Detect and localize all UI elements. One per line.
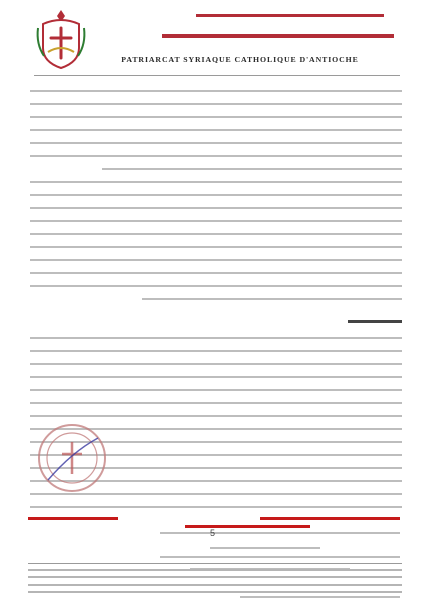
page-number: 5 [209, 528, 215, 538]
closing-line-1 [260, 517, 400, 520]
footer-divider [28, 563, 402, 564]
footer-address-line [28, 569, 402, 571]
date-line [160, 556, 400, 558]
footer-contact-line [28, 591, 402, 593]
letterhead-latin-name: PATRIARCAT SYRIAQUE CATHOLIQUE D'ANTIOCHE [121, 55, 359, 64]
signatory-title-line [240, 596, 400, 598]
patriarchal-seal-stamp-icon [36, 422, 108, 494]
place-line [210, 547, 320, 549]
footer-address-line [28, 584, 402, 586]
footer-address-line [28, 576, 402, 578]
closing-line-2 [28, 517, 118, 520]
